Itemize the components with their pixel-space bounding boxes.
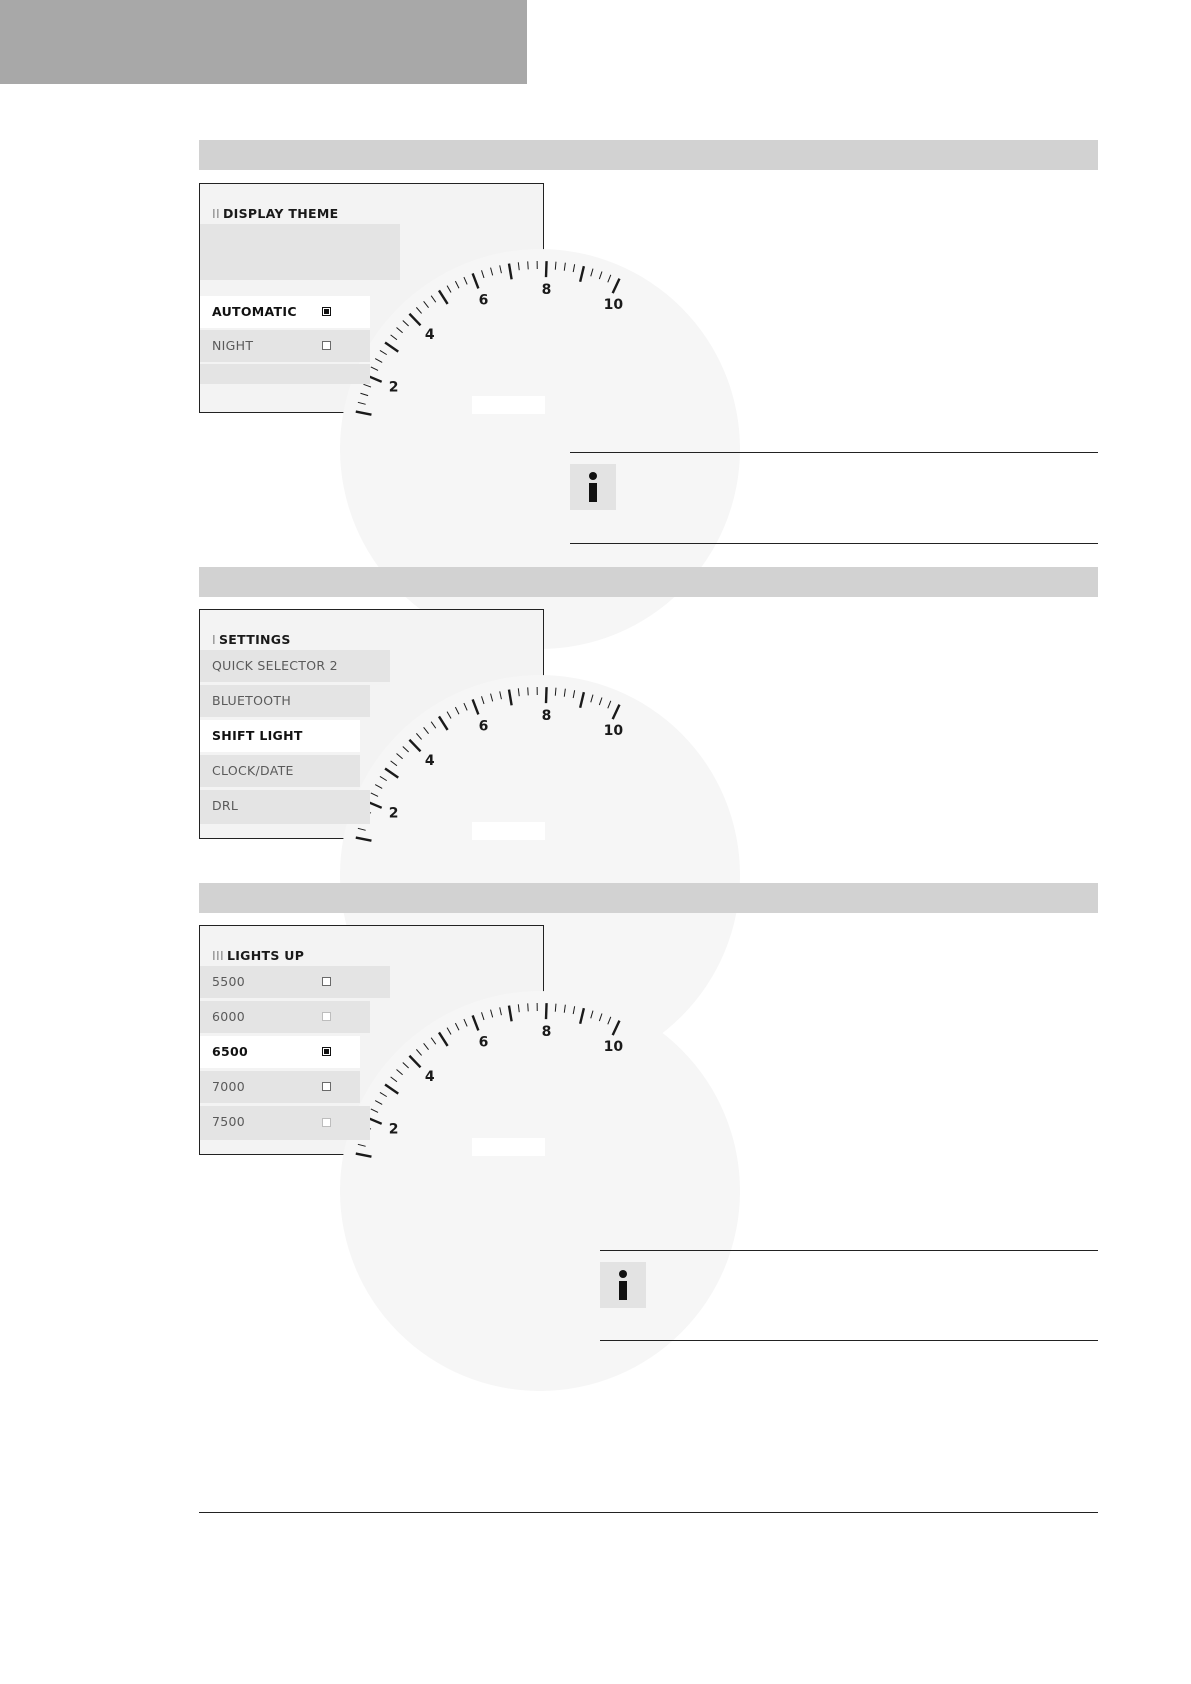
menu-level-marker: II [212, 206, 220, 221]
gauge-label: 2 [388, 379, 399, 396]
gauge-minor-tick [528, 687, 529, 695]
menu-row-6500[interactable] [200, 1036, 360, 1068]
gauge-minor-tick [555, 262, 556, 270]
info-icon [600, 1262, 646, 1308]
gauge-major-tick [546, 261, 547, 277]
footer-rule [199, 1512, 1098, 1513]
gauge-major-tick [546, 1003, 547, 1019]
menu-row-label: 6000 [212, 1009, 246, 1024]
screen-title-text: LIGHTS UP [226, 948, 305, 963]
menu-row-5500[interactable] [200, 966, 390, 998]
gauge-label: 6 [478, 1034, 489, 1051]
gauge-notch [472, 396, 545, 414]
menu-row-label: DRL [212, 798, 239, 813]
rpm-6000-checkbox-empty[interactable] [322, 1012, 331, 1021]
menu-row-6000[interactable] [200, 1001, 370, 1033]
gauge-label: 2 [388, 805, 399, 822]
settings-screen [199, 609, 624, 839]
gauge-label: 6 [478, 292, 489, 309]
rpm-5500-checkbox-empty[interactable] [322, 977, 331, 986]
gauge-notch [472, 1138, 545, 1156]
menu-row-filler [200, 364, 370, 384]
screen-title [212, 632, 291, 647]
menu-row-label: NIGHT [212, 338, 254, 353]
menu-row-automatic[interactable] [200, 296, 370, 328]
section-bar-display-theme [199, 140, 1098, 170]
gauge-label: 10 [603, 722, 624, 739]
automatic-checkbox-checked[interactable] [322, 307, 331, 316]
rpm-7500-checkbox-empty[interactable] [322, 1118, 331, 1127]
menu-row-label: 7000 [212, 1079, 246, 1094]
gauge-label: 6 [478, 718, 489, 735]
gauge-notch [472, 822, 545, 840]
menu-row-label: AUTOMATIC [212, 304, 297, 319]
gauge-label: 10 [603, 1038, 624, 1055]
menu-level-marker: III [212, 948, 224, 963]
info-icon [570, 464, 616, 510]
display-theme-screen [199, 183, 624, 413]
rpm-7000-checkbox-empty[interactable] [322, 1082, 331, 1091]
menu-row-7500[interactable] [200, 1106, 370, 1140]
info-box-bottom-rule [570, 543, 1098, 544]
menu-row-quick-selector-2[interactable] [200, 650, 390, 682]
menu-row-night[interactable] [200, 330, 370, 362]
chapter-header-block [0, 0, 527, 84]
gauge-label: 4 [424, 326, 435, 343]
gauge-label: 4 [424, 1068, 435, 1085]
section-bar-settings [199, 567, 1098, 597]
gauge-major-tick [546, 687, 547, 703]
gauge-label: 8 [541, 708, 552, 725]
menu-row-shift-light[interactable] [200, 720, 360, 752]
screen-title-text: SETTINGS [219, 632, 291, 647]
menu-row-7000[interactable] [200, 1071, 360, 1103]
night-checkbox-empty[interactable] [322, 341, 331, 350]
gauge-label: 2 [388, 1121, 399, 1138]
menu-row-bluetooth[interactable] [200, 685, 370, 717]
gauge-minor-tick [555, 688, 556, 696]
info-box-bottom-rule [600, 1340, 1098, 1341]
menu-row-spacer [200, 224, 400, 280]
section-bar-lights-up [199, 883, 1098, 913]
menu-row-label: QUICK SELECTOR 2 [212, 658, 338, 673]
gauge-minor-tick [528, 261, 529, 269]
gauge-minor-tick [555, 1004, 556, 1012]
lights-up-screen [199, 925, 624, 1155]
rpm-6500-checkbox-checked[interactable] [322, 1047, 331, 1056]
screen-title [212, 206, 338, 221]
gauge-minor-tick [528, 1003, 529, 1011]
gauge-label: 8 [541, 282, 552, 299]
screen-title [212, 948, 304, 963]
menu-row-label: 6500 [212, 1044, 248, 1059]
menu-row-label: 7500 [212, 1114, 246, 1129]
menu-row-label: CLOCK/DATE [212, 763, 294, 778]
menu-row-clock-date[interactable] [200, 755, 360, 787]
menu-row-label: SHIFT LIGHT [212, 728, 303, 743]
menu-level-marker: I [212, 632, 216, 647]
gauge-face [340, 991, 740, 1391]
info-box-top-rule [600, 1250, 1098, 1251]
gauge-label: 8 [541, 1024, 552, 1041]
menu-row-label: 5500 [212, 974, 246, 989]
menu-row-drl[interactable] [200, 790, 370, 824]
gauge-label: 10 [603, 296, 624, 313]
info-box-top-rule [570, 452, 1098, 453]
menu-row-label: BLUETOOTH [212, 693, 292, 708]
screen-title-text: DISPLAY THEME [222, 206, 339, 221]
gauge-label: 4 [424, 752, 435, 769]
